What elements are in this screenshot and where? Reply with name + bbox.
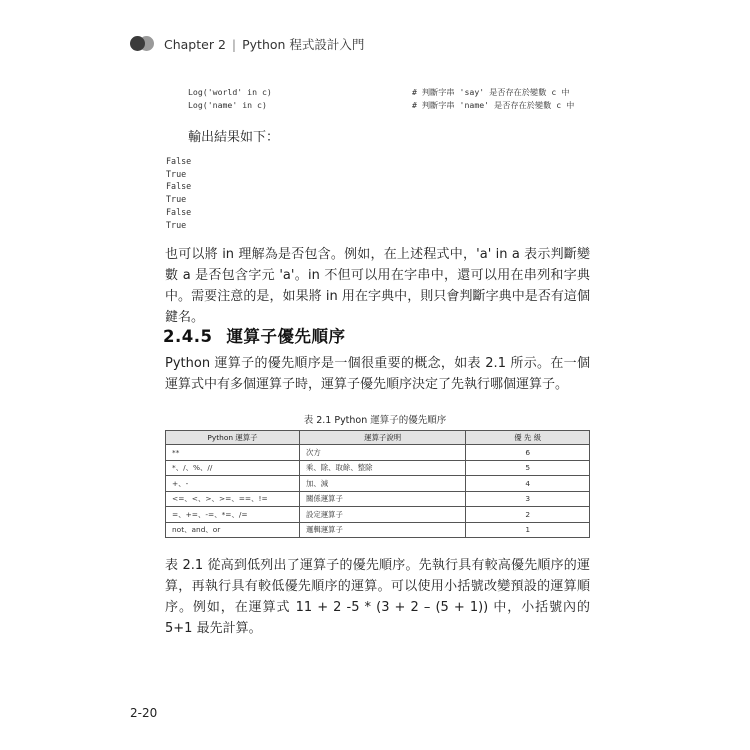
cell-description: 加、減: [299, 476, 465, 492]
cell-operator: =、+=、-=、*=、/=: [166, 507, 300, 523]
code-comment-2: # 判斷字串 'name' 是否存在於變數 c 中: [412, 100, 575, 110]
table-row: [166, 522, 590, 538]
page-number: 2-20: [130, 706, 158, 720]
header-operator: Python 運算子: [166, 431, 300, 445]
header-separator: |: [231, 36, 237, 52]
table-row: [166, 445, 590, 461]
code-line-1: Log('world' in c): [188, 87, 272, 97]
chapter-label: Chapter 2: [164, 36, 226, 52]
output-line: False: [166, 156, 192, 166]
code-comment-1: # 判斷字串 'say' 是否存在於變數 c 中: [412, 87, 570, 97]
output-block: [166, 155, 191, 231]
output-label: 輸出結果如下：: [188, 130, 280, 145]
cell-level: 6: [466, 445, 590, 461]
paragraph-in-operator: 也可以將 in 理解為是否包含。例如，在上述程式中，'a' in a 表示判斷變數 a 是否包含字元 'a'。in 不但可以用在字串中，還可以用在串列和字典中。需要注意的是，如果將 in 用在字典中，則只會判斷字典中是否有這個鍵名。: [165, 247, 590, 325]
paragraph-intro: Python 運算子的優先順序是一個很重要的概念，如表 2.1 所示。在一個運算式中有多個運算子時，運算子優先順序決定了先執行哪個運算子。: [165, 356, 590, 392]
cell-operator: **: [166, 445, 300, 461]
table-row: [166, 460, 590, 476]
table-row: [166, 507, 590, 523]
table-row: [166, 476, 590, 492]
chapter-marker-icon: [130, 35, 156, 53]
output-line: False: [166, 181, 192, 192]
cell-operator: *、/、%、//: [166, 460, 300, 476]
cell-description: 關係運算子: [299, 491, 465, 507]
cell-level: 1: [466, 522, 590, 538]
output-line: False: [166, 206, 192, 217]
table-caption: 表 2.1 Python 運算子的優先順序: [303, 415, 447, 426]
cell-description: 邏輯運算子: [299, 522, 465, 538]
cell-level: 4: [466, 476, 590, 492]
chapter-header: [130, 33, 364, 55]
paragraph-after-table: 表 2.1 從高到低列出了運算子的優先順序。先執行具有較高優先順序的運算，再執行具有較低優先順序的運算。可以使用小括號改變預設的運算順序。例如，在運算式 11 + 2 -5 * (3 + 2 – (5 + 1)) 中，小括號內的 5+1 最先計算。: [165, 558, 590, 636]
precedence-table: [165, 430, 590, 538]
table-header-row: [166, 431, 590, 445]
output-line: True: [166, 168, 187, 179]
code-line-2: Log('name' in c): [188, 100, 267, 110]
cell-description: 設定運算子: [299, 507, 465, 523]
section-title: 運算子優先順序: [226, 327, 346, 346]
section-number: 2.4.5: [163, 327, 213, 346]
cell-operator: +、-: [166, 476, 300, 492]
table-row: [166, 491, 590, 507]
chapter-title: Python 程式設計入門: [242, 37, 365, 52]
dark-circle-icon: [130, 36, 145, 51]
cell-level: 3: [466, 491, 590, 507]
cell-description: 乘、除、取餘、整除: [299, 460, 465, 476]
cell-description: 次方: [299, 445, 465, 461]
cell-operator: <=、<、>、>=、==、!=: [166, 491, 300, 507]
output-line: True: [166, 219, 187, 230]
cell-level: 5: [466, 460, 590, 476]
header-description: 運算子說明: [299, 431, 465, 445]
cell-operator: not、and、or: [166, 522, 300, 538]
cell-level: 2: [466, 507, 590, 523]
output-line: True: [166, 194, 187, 205]
header-level: 優 先 級: [466, 431, 590, 445]
section-heading: [163, 323, 345, 347]
